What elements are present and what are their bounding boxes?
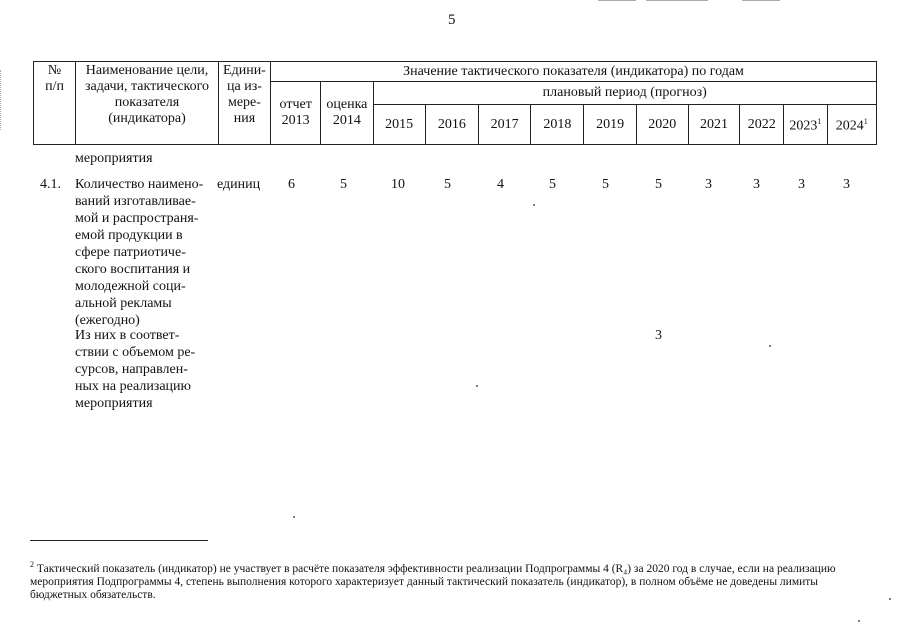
header-year-label: 2023 <box>789 118 818 134</box>
header-planned-period: плановый период (прогноз) <box>373 82 876 105</box>
scan-artifact-line <box>742 0 780 1</box>
value-year-6: 3 <box>705 177 712 192</box>
header-year-label: 2019 <box>596 116 625 132</box>
footnote-separator <box>30 540 208 541</box>
header-year-label: 2018 <box>543 116 572 132</box>
header-year-label: 2021 <box>700 116 729 132</box>
scan-speck <box>858 620 860 622</box>
indicator-unit: единиц <box>217 177 261 192</box>
header-report-2013: отчет 2013 <box>271 82 321 145</box>
header-year-label: 2017 <box>490 116 519 132</box>
scan-artifact-line <box>598 0 636 1</box>
value-year-9: 3 <box>843 177 850 192</box>
scan-speck <box>769 345 771 347</box>
header-estimate-2014: оценка 2014 <box>321 82 373 145</box>
subrow-name: Из них в соответ- ствии с объемом ре- сурсов, направлен- ных на реализацию мероприятия <box>75 328 196 411</box>
header-indicator-name: Наименование цели, задачи, тактического показателя (индикатора) <box>76 62 219 145</box>
scan-speck <box>476 385 478 387</box>
scan-artifact-line <box>646 0 708 1</box>
header-year-7 <box>740 105 784 145</box>
value-year-8: 3 <box>798 177 805 192</box>
value-year-7: 3 <box>753 177 760 192</box>
value-year-4: 5 <box>602 177 609 192</box>
header-year-9 <box>827 105 876 145</box>
footnote-mark: 2 <box>30 560 34 569</box>
header-year-footnote-mark: 1 <box>863 117 868 127</box>
value-year-0: 10 <box>391 177 405 192</box>
header-year-footnote-mark: 1 <box>817 117 822 127</box>
scan-speck <box>889 598 891 600</box>
header-year-6 <box>688 105 739 145</box>
header-number: № п/п <box>34 62 76 145</box>
scan-margin-mark <box>0 70 15 130</box>
header-unit: Едини- ца из- мере- ния <box>218 62 270 145</box>
header-year-label: 2024 <box>835 118 864 134</box>
header-year-label: 2020 <box>648 116 677 132</box>
header-values-by-year: Значение тактического показателя (индикатора) по годам <box>271 62 877 82</box>
header-year-2 <box>478 105 530 145</box>
value-year-5: 5 <box>655 177 662 192</box>
indicator-table-header <box>33 61 877 145</box>
value-year-1: 5 <box>444 177 451 192</box>
header-year-5 <box>636 105 688 145</box>
header-year-1 <box>425 105 478 145</box>
header-year-label: 2022 <box>747 116 776 132</box>
scan-speck <box>533 204 535 206</box>
value-year-2: 4 <box>497 177 504 192</box>
row-number: 4.1. <box>40 177 61 192</box>
header-year-8 <box>784 105 827 145</box>
continuation-text: мероприятия <box>75 151 153 166</box>
footnote-text: Тактический показатель (индикатор) не участвует в расчёте показателя эффективности реализации Подпрограммы 4 (R₄) за 2020 год в случае, если на реализацию мероприятия Подпрограммы 4, степень выполнения которого характеризует данный тактический показатель (индикатор), в полном объёме не доведены лимиты бюджетных обязательств. <box>30 562 836 601</box>
header-year-4 <box>584 105 636 145</box>
header-year-label: 2016 <box>437 116 466 132</box>
scan-speck <box>293 516 295 518</box>
header-year-3 <box>531 105 584 145</box>
footnote <box>30 558 875 602</box>
indicator-name: Количество наимено- ваний изготавливае- мой и распространя- емой продукции в сфере патриотиче- ского воспитания и молодежной соци- альной рекламы (ежегодно) <box>75 177 204 328</box>
value-report-2013: 6 <box>288 177 295 192</box>
header-year-label: 2015 <box>385 116 414 132</box>
value-estimate-2014: 5 <box>340 177 347 192</box>
subrow-value-2020: 3 <box>655 328 662 343</box>
value-year-3: 5 <box>549 177 556 192</box>
header-year-0 <box>373 105 425 145</box>
page-number: 5 <box>448 12 456 28</box>
